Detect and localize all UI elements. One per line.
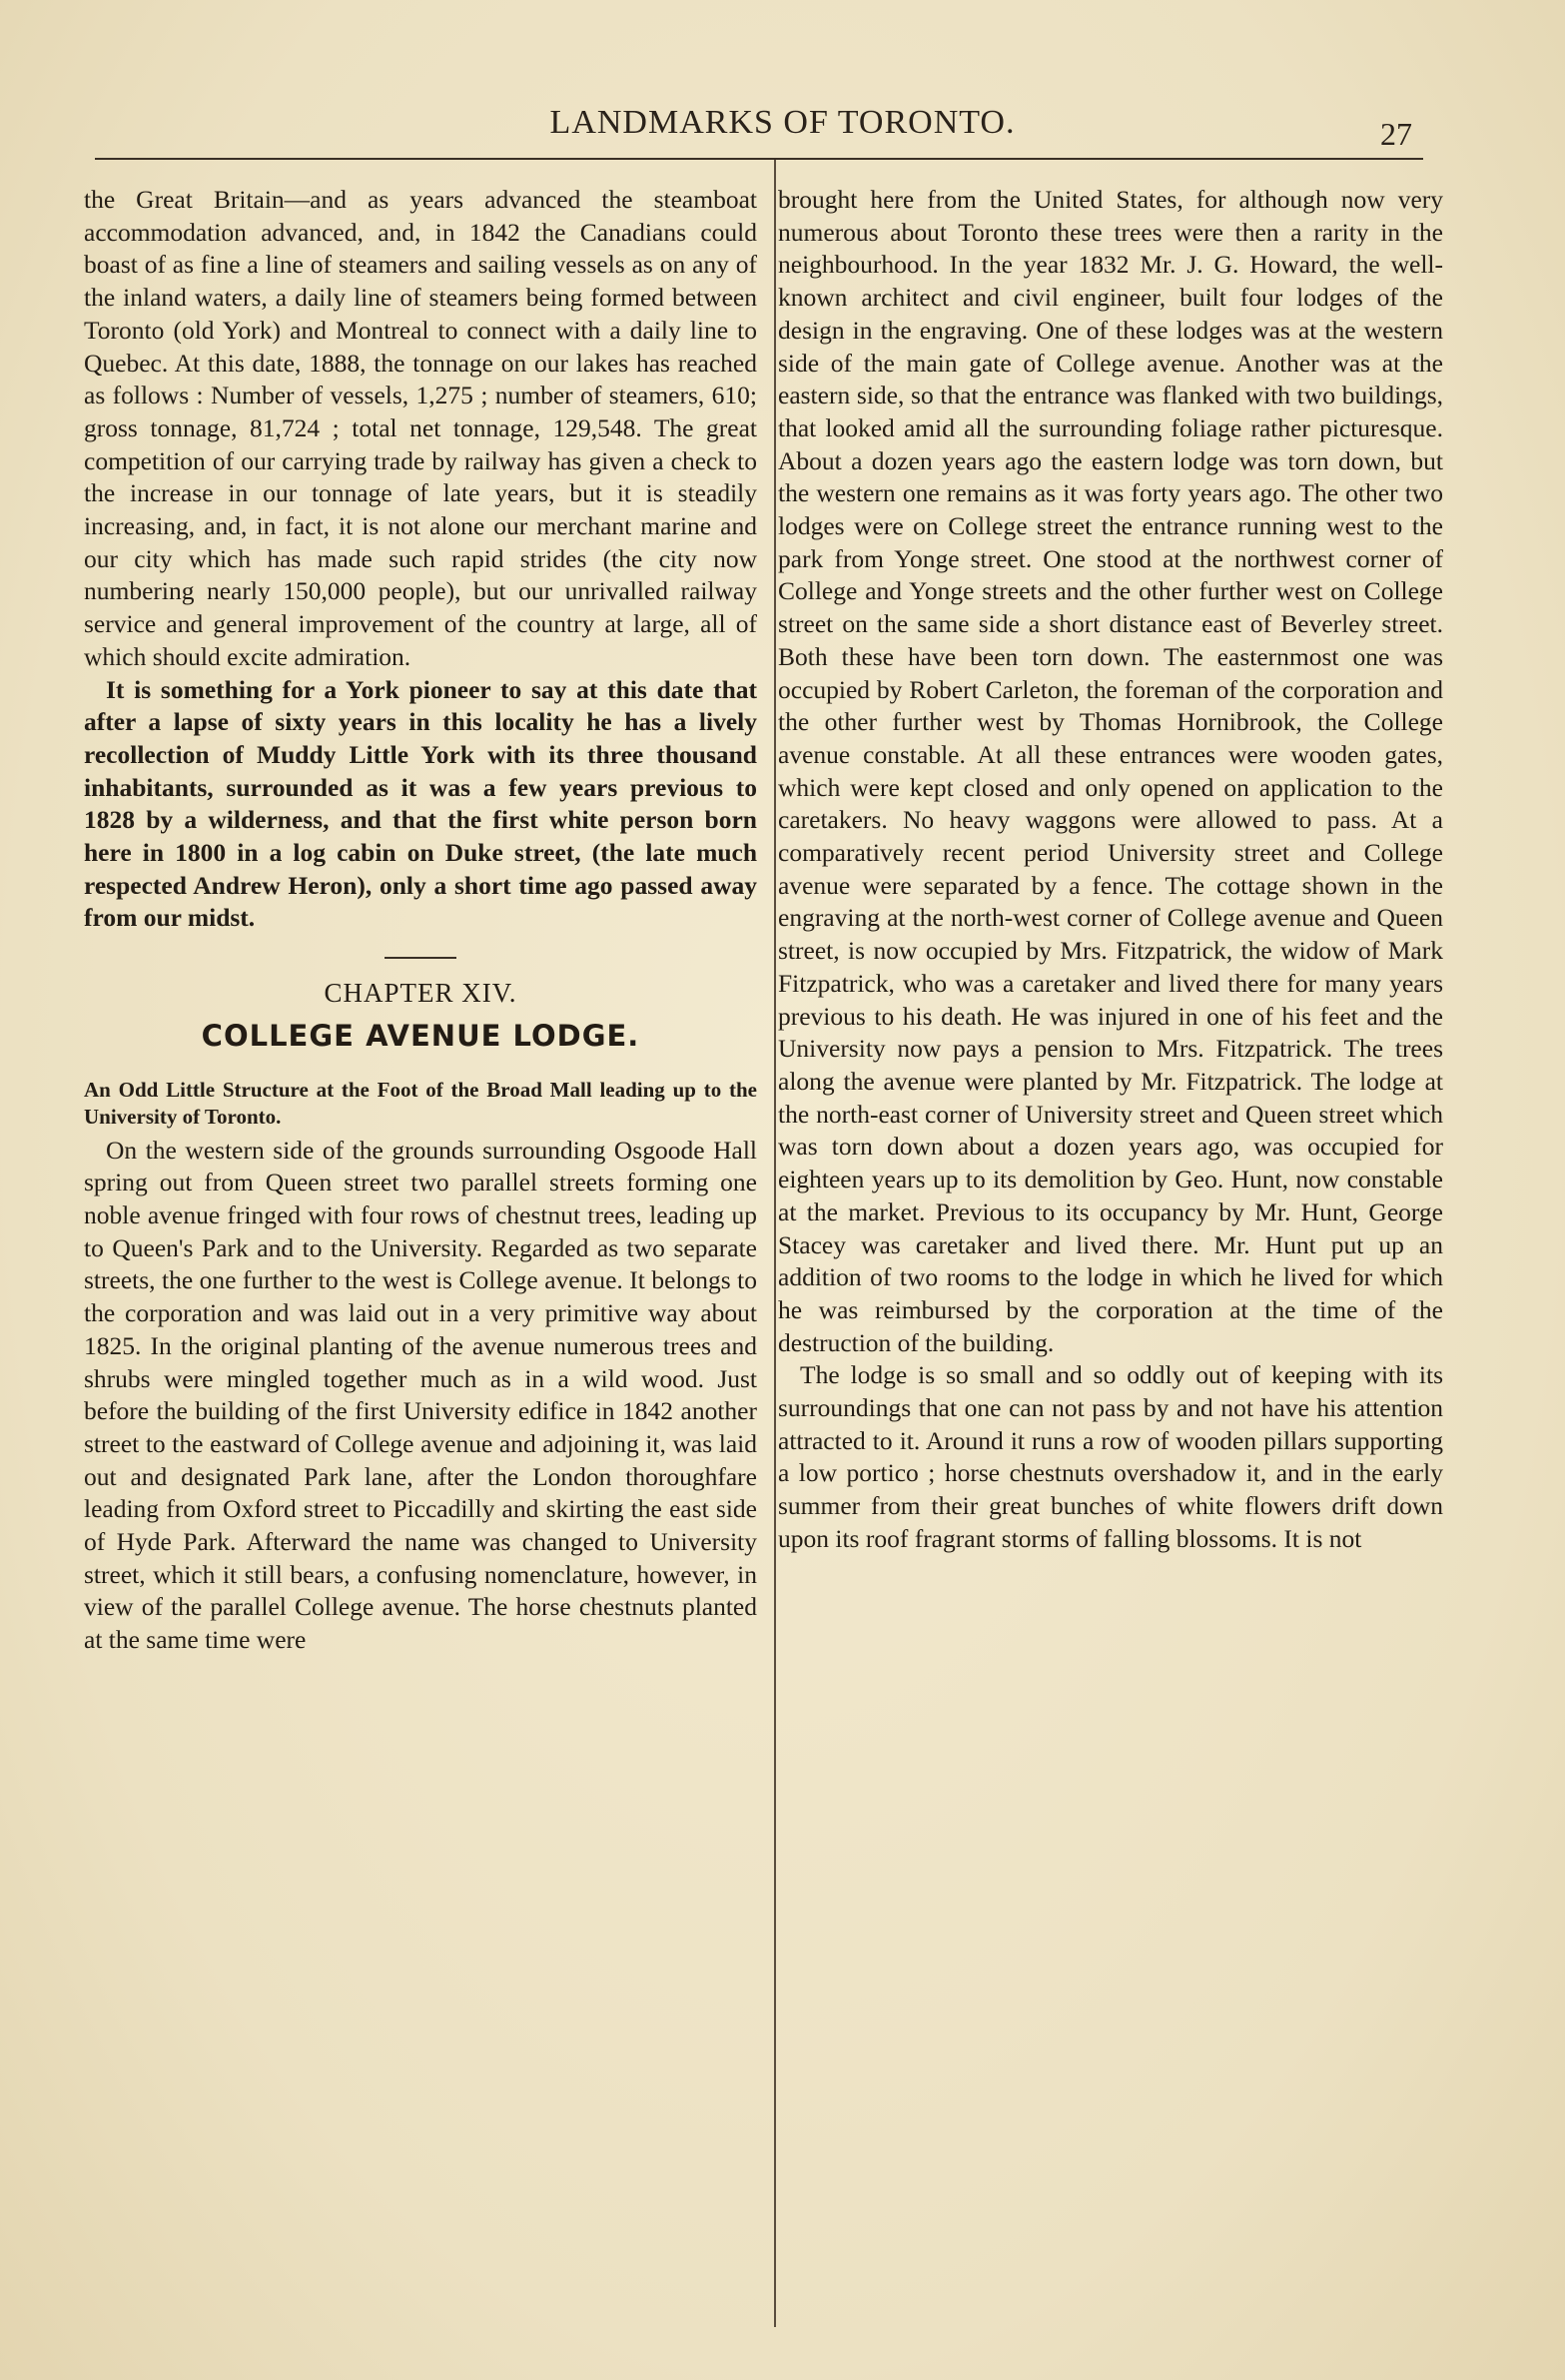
running-header: LANDMARKS OF TORONTO. xyxy=(549,104,1016,141)
paragraph: the Great Britain—and as years advanced the steamboat accommodation advanced, and, in 1842 the Canadians could boast of as fine a line of steamers and sailing vessels as on any of the inland waters, a daily line of steamers being formed between Toronto (old York) and Montreal to connect with a daily line to Quebec. At this date, 1888, the tonnage on our lakes has reached as follows : Number of vessels, 1,275 ; number of steamers, 610; gross tonnage, 81,724 ; total net tonnage, 129,548. The great competition of our carrying trade by railway has given a check to the increase in our tonnage of late years, but it is steadily increasing, and, in fact, it is not alone our merchant marine and our city which has made such rapid strides (the city now numbering nearly 150,000 people), but our unrivalled railway service and general improvement of the country at large, all of which should excite admiration. xyxy=(84,185,757,671)
paragraph: brought here from the United States, for although now very numerous about Toronto these trees were then a rarity in the neighbourhood. In the year 1832 Mr. J. G. Howard, the well-known architect and civil engineer, built four lodges of the design in the engraving. One of these lodges was at the western side of the main gate of College avenue. Another was at the eastern side, so that the entrance was flanked with two buildings, that looked amid all the surrounding foliage rather picturesque. About a dozen years ago the eastern lodge was torn down, but the western one remains as it was forty years ago. The other two lodges were on College street the entrance running west to the park from Yonge street. One stood at the northwest corner of College and Yonge streets and the other further west on College street on the same side a short distance east of Beverley street. Both these have been torn down. The easternmost one was occupied by Robert Carleton, the foreman of the corporation and the other further west by Thomas Hornibrook, the College avenue constable. At all these entrances were wooden gates, which were kept closed and only opened on application to the caretakers. No heavy waggons were allowed to pass. At a comparatively recent period University street and College avenue were separated by a fence. The cottage shown in the engraving at the north-west corner of College avenue and Queen street, is now occupied by Mrs. Fitzpatrick, the widow of Mark Fitzpatrick, who was a caretaker and lived there for many years previous to his death. He was injured in one of his feet and the University now pays a pension to Mrs. Fitzpatrick. The trees along the avenue were planted by Mr. Fitzpatrick. The lodge at the north-east corner of University street and Queen street which was torn down about a dozen years ago, was occupied for eighteen years up to its demolition by Geo. Hunt, now constable at the market. Previous to its occupancy by Mr. Hunt, George Stacey was caretaker and lived there. Mr. Hunt put up an addition of two rooms to the lodge in which he lived for which he was reimbursed by the corporation at the time of the destruction of the building. xyxy=(778,185,1443,1357)
column-rule xyxy=(774,160,776,2327)
paragraph: The lodge is so small and so oddly out of keeping with its surroundings that one can not pass by and not have his attention attracted to it. Around it runs a row of wooden pillars supporting a low portico ; horse chestnuts overshadow it, and in the early summer from their great bunches of white flowers drift down upon its roof fragrant storms of falling blossoms. It is not xyxy=(778,1360,1443,1553)
right-column xyxy=(778,184,1443,1556)
header-rule xyxy=(95,158,1423,160)
section-divider xyxy=(385,957,456,959)
paragraph: It is something for a York pioneer to say at this date that after a lapse of sixty years in this locality he has a lively recollection of Muddy Little York with its three thousand inhabitants, surrounded as it was a few years previous to 1828 by a wilderness, and that the first white person born here in 1800 in a log cabin on Duke street, (the late much respected Andrew Heron), only a short time ago passed away from our midst. xyxy=(84,674,757,933)
chapter-heading: CHAPTER XIV. xyxy=(324,978,517,1009)
section-title: COLLEGE AVENUE LODGE. xyxy=(201,1018,640,1053)
page-number: 27 xyxy=(1380,116,1412,152)
paragraph: On the western side of the grounds surrounding Osgoode Hall spring out from Queen street two parallel streets forming one noble avenue fringed with four rows of chestnut trees, leading up to Queen's Park and to the University. Regarded as two separate streets, the one further to the west is College avenue. It belongs to the corporation and was laid out in a very primitive way about 1825. In the original planting of the avenue numerous trees and shrubs were mingled together much as in a wild wood. Just before the building of the first University edifice in 1842 another street to the eastward of College avenue and adjoining it, was laid out and designated Park lane, after the London thoroughfare leading from Oxford street to Piccadilly and skirting the east side of Hyde Park. Afterward the name was changed to University street, which it still bears, a confusing nomenclature, however, in view of the parallel College avenue. The horse chestnuts planted at the same time were xyxy=(84,1135,757,1655)
left-column xyxy=(84,184,757,1657)
subheading: An Odd Little Structure at the Foot of the Broad Mall leading up to the University of Toronto. xyxy=(84,1077,757,1129)
